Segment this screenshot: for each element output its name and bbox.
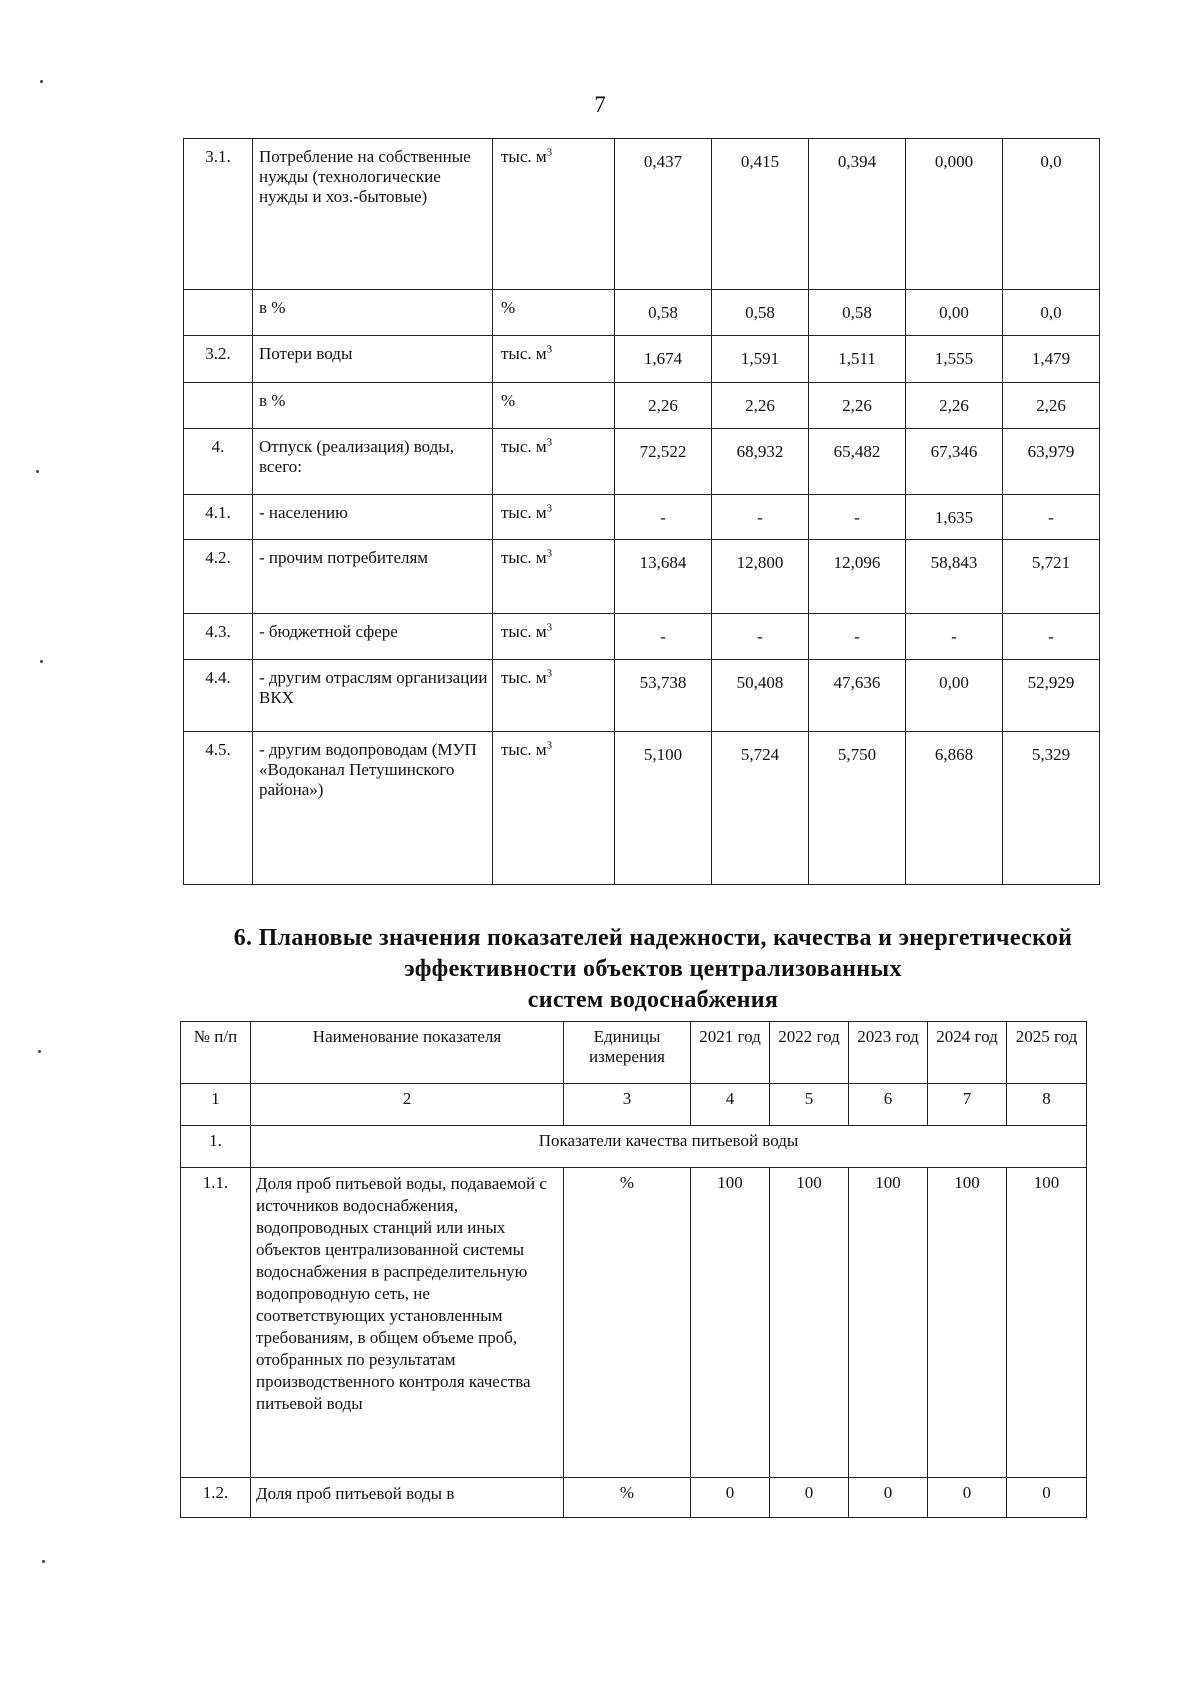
row-num: 4.1. bbox=[184, 495, 253, 540]
value-cell: - bbox=[809, 495, 906, 540]
row-name: Потери воды bbox=[253, 336, 493, 383]
value-cell: - bbox=[1003, 495, 1100, 540]
unit-text: тыс. м bbox=[501, 344, 547, 363]
page-number: 7 bbox=[594, 92, 606, 117]
column-number: 5 bbox=[770, 1084, 849, 1126]
header-year: 2025 год bbox=[1007, 1022, 1087, 1084]
scan-speck bbox=[38, 1050, 41, 1053]
unit-cell bbox=[493, 336, 615, 383]
value-cell: 52,929 bbox=[1003, 660, 1100, 732]
value-cell: - bbox=[712, 614, 809, 660]
value-cell: 0 bbox=[770, 1478, 849, 1518]
value-cell: 1,555 bbox=[906, 336, 1003, 383]
row-num: 3.1. bbox=[184, 139, 253, 290]
value-cell: 0 bbox=[1007, 1478, 1087, 1518]
unit-text: % bbox=[501, 391, 516, 410]
column-number: 6 bbox=[849, 1084, 928, 1126]
unit-cell bbox=[493, 660, 615, 732]
indicator-name: Доля проб питьевой воды, подаваемой с источников водоснабжения, водопроводных станций или иных объектов централизованной системы водоснабжения в распределительную водопроводную сеть, не соответствующих установленным требованиям, в общем объеме проб, отобранных по результатам производственного контроля качества питьевой воды bbox=[251, 1168, 564, 1478]
value-cell: 5,724 bbox=[712, 732, 809, 885]
column-number: 3 bbox=[564, 1084, 691, 1126]
unit-text: тыс. м bbox=[501, 622, 547, 641]
group-num: 1. bbox=[181, 1126, 251, 1168]
indicator-name: Доля проб питьевой воды в bbox=[251, 1478, 564, 1518]
table-row bbox=[181, 1168, 1087, 1478]
unit-text: тыс. м bbox=[501, 437, 547, 456]
table-row bbox=[184, 336, 1100, 383]
value-cell: 0,58 bbox=[712, 290, 809, 336]
value-cell: 5,100 bbox=[615, 732, 712, 885]
header-unit: Единицы измерения bbox=[564, 1022, 691, 1084]
value-cell: 58,843 bbox=[906, 540, 1003, 614]
value-cell: 53,738 bbox=[615, 660, 712, 732]
section-heading bbox=[183, 923, 1123, 1016]
header-name: Наименование показателя bbox=[251, 1022, 564, 1084]
row-num: 4. bbox=[184, 429, 253, 495]
value-cell: - bbox=[906, 614, 1003, 660]
unit-superscript: 3 bbox=[546, 739, 553, 752]
table-row bbox=[184, 383, 1100, 429]
unit-cell bbox=[493, 290, 615, 336]
value-cell: 67,346 bbox=[906, 429, 1003, 495]
column-number: 4 bbox=[691, 1084, 770, 1126]
unit-cell bbox=[493, 732, 615, 885]
water-balance-table bbox=[183, 138, 1100, 885]
row-name: в % bbox=[253, 383, 493, 429]
indicators-table bbox=[180, 1021, 1087, 1518]
value-cell: 100 bbox=[1007, 1168, 1087, 1478]
row-name: - другим водопроводам (МУП «Водоканал Петушинского района») bbox=[253, 732, 493, 885]
value-cell: 0 bbox=[928, 1478, 1007, 1518]
value-cell: 2,26 bbox=[906, 383, 1003, 429]
unit-superscript: 3 bbox=[546, 436, 553, 449]
unit-cell bbox=[493, 495, 615, 540]
unit-cell bbox=[493, 139, 615, 290]
value-cell: 0,0 bbox=[1003, 139, 1100, 290]
unit-text: тыс. м bbox=[501, 503, 547, 522]
value-cell: 100 bbox=[770, 1168, 849, 1478]
value-cell: - bbox=[615, 495, 712, 540]
unit-text: тыс. м bbox=[501, 740, 547, 759]
value-cell: 0,00 bbox=[906, 660, 1003, 732]
unit-cell bbox=[493, 540, 615, 614]
row-name: в % bbox=[253, 290, 493, 336]
scan-speck bbox=[40, 660, 43, 663]
group-row bbox=[181, 1126, 1087, 1168]
header-year: 2024 год bbox=[928, 1022, 1007, 1084]
row-name: Отпуск (реализация) воды, всего: bbox=[253, 429, 493, 495]
value-cell: 63,979 bbox=[1003, 429, 1100, 495]
row-num: 4.3. bbox=[184, 614, 253, 660]
value-cell: 13,684 bbox=[615, 540, 712, 614]
table-row bbox=[184, 540, 1100, 614]
section-heading-line-1: 6. Плановые значения показателей надежности, качества и энергетической bbox=[233, 925, 1073, 951]
column-number: 7 bbox=[928, 1084, 1007, 1126]
value-cell: 100 bbox=[849, 1168, 928, 1478]
value-cell: 0,58 bbox=[809, 290, 906, 336]
table-row bbox=[184, 139, 1100, 290]
unit-superscript: 3 bbox=[546, 502, 553, 515]
scan-speck bbox=[40, 80, 43, 83]
table-row bbox=[181, 1478, 1087, 1518]
value-cell: 2,26 bbox=[712, 383, 809, 429]
row-num: 3.2. bbox=[184, 336, 253, 383]
header-num: № п/п bbox=[181, 1022, 251, 1084]
value-cell: - bbox=[712, 495, 809, 540]
row-num bbox=[184, 383, 253, 429]
row-num: 4.2. bbox=[184, 540, 253, 614]
column-number: 8 bbox=[1007, 1084, 1087, 1126]
row-name: - прочим потребителям bbox=[253, 540, 493, 614]
unit-cell bbox=[493, 383, 615, 429]
value-cell: 0,437 bbox=[615, 139, 712, 290]
unit-superscript: 3 bbox=[546, 667, 553, 680]
value-cell: 0,0 bbox=[1003, 290, 1100, 336]
row-num: 4.4. bbox=[184, 660, 253, 732]
header-year: 2022 год bbox=[770, 1022, 849, 1084]
row-num: 4.5. bbox=[184, 732, 253, 885]
table-row bbox=[184, 660, 1100, 732]
group-title: Показатели качества питьевой воды bbox=[251, 1126, 1087, 1168]
value-cell: 5,721 bbox=[1003, 540, 1100, 614]
unit-text: тыс. м bbox=[501, 548, 547, 567]
row-name: - другим отраслям организации ВКХ bbox=[253, 660, 493, 732]
unit-text: тыс. м bbox=[501, 147, 547, 166]
row-name: - бюджетной сфере bbox=[253, 614, 493, 660]
unit-superscript: 3 bbox=[546, 547, 553, 560]
value-cell: 1,591 bbox=[712, 336, 809, 383]
table-row bbox=[184, 429, 1100, 495]
value-cell: 6,868 bbox=[906, 732, 1003, 885]
header-year: 2023 год bbox=[849, 1022, 928, 1084]
value-cell: - bbox=[1003, 614, 1100, 660]
value-cell: - bbox=[615, 614, 712, 660]
value-cell: 1,635 bbox=[906, 495, 1003, 540]
unit-superscript: 3 bbox=[546, 146, 553, 159]
scan-speck bbox=[36, 470, 39, 473]
row-name: - населению bbox=[253, 495, 493, 540]
header-year: 2021 год bbox=[691, 1022, 770, 1084]
table-row bbox=[184, 614, 1100, 660]
value-cell: 1,479 bbox=[1003, 336, 1100, 383]
value-cell: 5,750 bbox=[809, 732, 906, 885]
value-cell: 1,511 bbox=[809, 336, 906, 383]
table-header-row bbox=[181, 1022, 1087, 1084]
section-heading-line-2: эффективности объектов централизованных bbox=[404, 956, 902, 982]
unit-superscript: 3 bbox=[546, 621, 553, 634]
value-cell: 72,522 bbox=[615, 429, 712, 495]
value-cell: 0 bbox=[691, 1478, 770, 1518]
value-cell: 65,482 bbox=[809, 429, 906, 495]
unit-superscript: 3 bbox=[546, 343, 553, 356]
unit-cell bbox=[493, 614, 615, 660]
value-cell: 50,408 bbox=[712, 660, 809, 732]
value-cell: 100 bbox=[928, 1168, 1007, 1478]
value-cell: 2,26 bbox=[809, 383, 906, 429]
unit-cell: % bbox=[564, 1478, 691, 1518]
value-cell: 0 bbox=[849, 1478, 928, 1518]
row-num: 1.2. bbox=[181, 1478, 251, 1518]
row-num: 1.1. bbox=[181, 1168, 251, 1478]
value-cell: 2,26 bbox=[1003, 383, 1100, 429]
value-cell: 0,00 bbox=[906, 290, 1003, 336]
table-row bbox=[184, 495, 1100, 540]
row-name: Потребление на собственные нужды (технологические нужды и хоз.-бытовые) bbox=[253, 139, 493, 290]
value-cell: 68,932 bbox=[712, 429, 809, 495]
value-cell: 0,415 bbox=[712, 139, 809, 290]
scan-speck bbox=[42, 1560, 45, 1563]
value-cell: - bbox=[809, 614, 906, 660]
table-row bbox=[184, 290, 1100, 336]
value-cell: 47,636 bbox=[809, 660, 906, 732]
value-cell: 12,096 bbox=[809, 540, 906, 614]
value-cell: 0,58 bbox=[615, 290, 712, 336]
value-cell: 100 bbox=[691, 1168, 770, 1478]
value-cell: 1,674 bbox=[615, 336, 712, 383]
value-cell: 0,394 bbox=[809, 139, 906, 290]
value-cell: 2,26 bbox=[615, 383, 712, 429]
value-cell: 5,329 bbox=[1003, 732, 1100, 885]
row-num bbox=[184, 290, 253, 336]
value-cell: 12,800 bbox=[712, 540, 809, 614]
unit-cell: % bbox=[564, 1168, 691, 1478]
unit-text: тыс. м bbox=[501, 668, 547, 687]
column-number: 1 bbox=[181, 1084, 251, 1126]
value-cell: 0,000 bbox=[906, 139, 1003, 290]
table-row bbox=[184, 732, 1100, 885]
column-number-row bbox=[181, 1084, 1087, 1126]
column-number: 2 bbox=[251, 1084, 564, 1126]
section-heading-line-3: систем водоснабжения bbox=[527, 987, 779, 1013]
unit-cell bbox=[493, 429, 615, 495]
unit-text: % bbox=[501, 298, 516, 317]
